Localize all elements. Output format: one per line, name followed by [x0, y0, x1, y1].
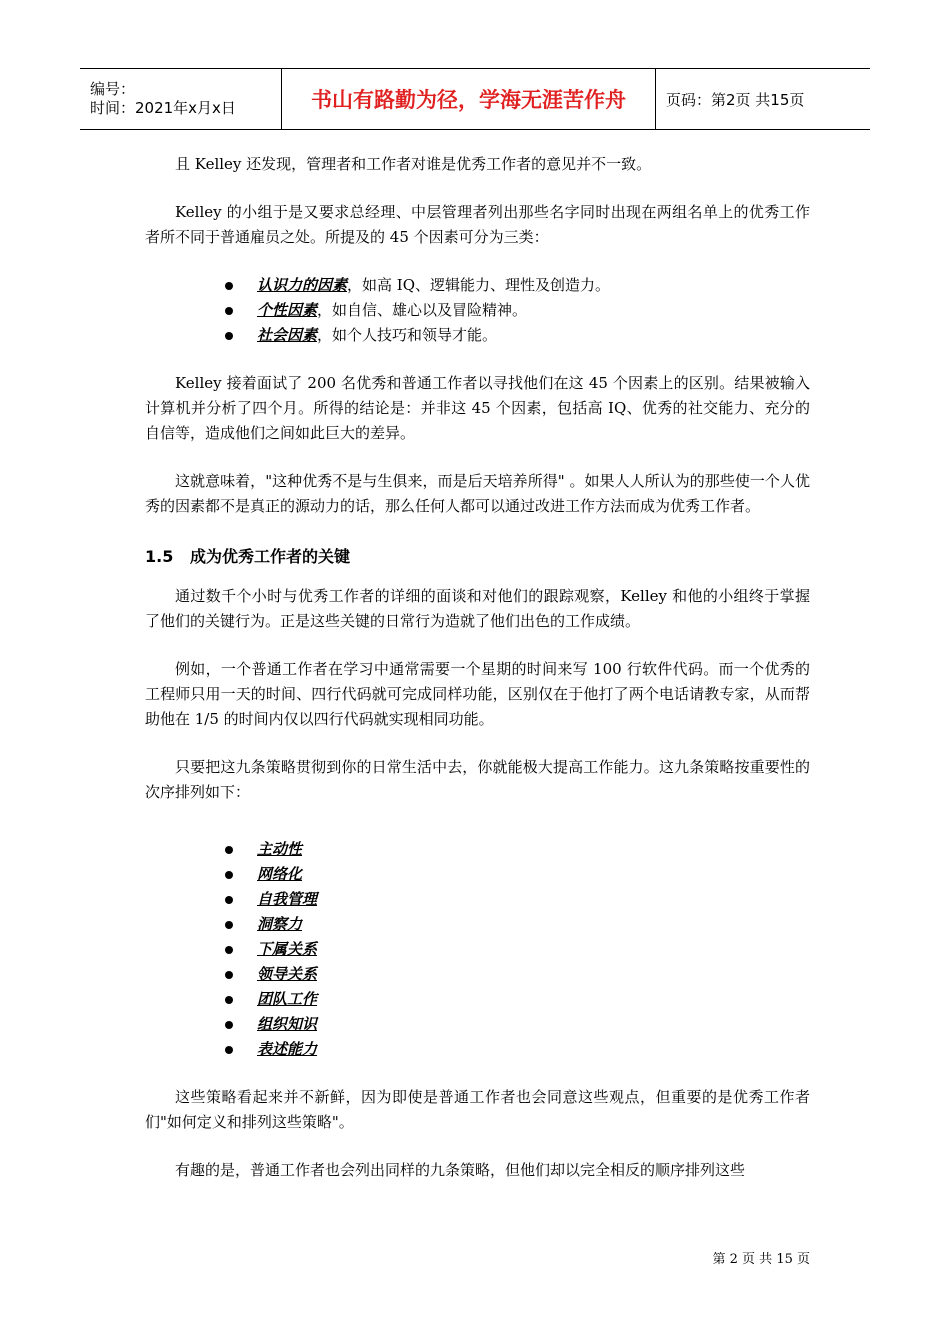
factor-name: 社会因素 — [257, 326, 318, 344]
strategy-name: 自我管理 — [257, 890, 318, 908]
bullet-icon — [225, 332, 233, 340]
factor-name: 认识力的因素 — [257, 276, 348, 294]
paragraph: 例如，一个普通工作者在学习中通常需要一个星期的时间来写 100 行软件代码。而一个优秀的工程师只用一天的时间、四行代码就可完成同样功能，区别仅在于他打了两个电话请教专家，从而帮助他在 1/5 的时间内仅以四行代码就实现相同功能。 — [145, 660, 810, 728]
list-item — [223, 1012, 810, 1037]
bullet-icon — [225, 971, 233, 979]
list-item — [223, 987, 810, 1012]
header-time: 时间：2021年x月x日 — [90, 99, 236, 117]
strategy-name: 主动性 — [257, 840, 303, 858]
paragraph: 这就意味着，"这种优秀不是与生俱来，而是后天培养所得" 。如果人人所认为的那些使一个人优秀的因素都不是真正的源动力的话，那么任何人都可以通过改进工作方法而成为优秀工作者。 — [145, 472, 810, 515]
bullet-icon — [225, 846, 233, 854]
factor-name: 个性因素 — [257, 301, 318, 319]
paragraph: 通过数千个小时与优秀工作者的详细的面谈和对他们的跟踪观察，Kelley 和他的小组终于掌握了他们的关键行为。正是这些关键的日常行为造就了他们出色的工作成绩。 — [145, 587, 810, 630]
header-motto: 书山有路勤为径，学海无涯苦作舟 — [311, 88, 626, 112]
strategy-name: 表述能力 — [257, 1040, 318, 1058]
bullet-icon — [225, 307, 233, 315]
strategy-list — [145, 837, 810, 1062]
bullet-icon — [225, 871, 233, 879]
page-footer: 第 2 页 共 15 页 — [712, 1252, 810, 1267]
list-item — [223, 912, 810, 937]
list-item — [223, 273, 810, 298]
bullet-icon — [225, 946, 233, 954]
header-meta — [80, 69, 282, 129]
strategy-name: 团队工作 — [257, 990, 318, 1008]
paragraph: Kelley 接着面试了 200 名优秀和普通工作者以寻找他们在这 45 个因素上的区别。结果被输入计算机并分析了四个月。所得的结论是：并非这 45 个因素，包括高 IQ、优秀的社交能力、充分的自信等，造成他们之间如此巨大的差异。 — [145, 374, 810, 442]
list-item — [223, 887, 810, 912]
list-item — [223, 837, 810, 862]
strategy-name: 洞察力 — [257, 915, 303, 933]
factor-desc: ，如高 IQ、逻辑能力、理性及创造力。 — [347, 276, 611, 294]
bullet-icon — [225, 1021, 233, 1029]
list-item — [223, 862, 810, 887]
header-page-number: 页码：第2页 共15页 — [666, 90, 805, 109]
bullet-icon — [225, 996, 233, 1004]
bullet-icon — [225, 1046, 233, 1054]
list-item — [223, 937, 810, 962]
strategy-name: 网络化 — [257, 865, 303, 883]
factor-desc: ，如自信、雄心以及冒险精神。 — [317, 301, 528, 319]
strategy-name: 组织知识 — [257, 1015, 318, 1033]
paragraph: 有趣的是，普通工作者也会列出同样的九条策略，但他们却以完全相反的顺序排列这些 — [175, 1161, 746, 1179]
list-item — [223, 323, 810, 348]
bullet-icon — [225, 896, 233, 904]
strategy-name: 下属关系 — [257, 940, 318, 958]
paragraph: 只要把这九条策略贯彻到你的日常生活中去，你就能极大提高工作能力。这九条策略按重要性的次序排列如下： — [145, 758, 810, 801]
section-heading — [145, 542, 810, 570]
bullet-icon — [225, 921, 233, 929]
list-item — [223, 1037, 810, 1062]
document-body — [145, 152, 810, 1183]
paragraph: Kelley 的小组于是又要求总经理、中层管理者列出那些名字同时出现在两组名单上的优秀工作者所不同于普通雇员之处。所提及的 45 个因素可分为三类： — [145, 203, 810, 246]
page-header — [80, 68, 870, 130]
header-motto-cell — [282, 69, 656, 129]
paragraph: 且 Kelley 还发现，管理者和工作者对谁是优秀工作者的意见并不一致。 — [175, 155, 652, 173]
paragraph: 这些策略看起来并不新鲜，因为即使是普通工作者也会同意这些观点，但重要的是优秀工作者们"如何定义和排列这些策略"。 — [145, 1088, 810, 1131]
strategy-name: 领导关系 — [257, 965, 318, 983]
factor-list — [145, 273, 810, 348]
section-number: 1.5 — [145, 546, 174, 566]
section-title: 成为优秀工作者的关键 — [190, 546, 351, 566]
list-item — [223, 298, 810, 323]
factor-desc: ，如个人技巧和领导才能。 — [317, 326, 498, 344]
header-number: 编号： — [90, 80, 136, 98]
list-item — [223, 962, 810, 987]
bullet-icon — [225, 282, 233, 290]
